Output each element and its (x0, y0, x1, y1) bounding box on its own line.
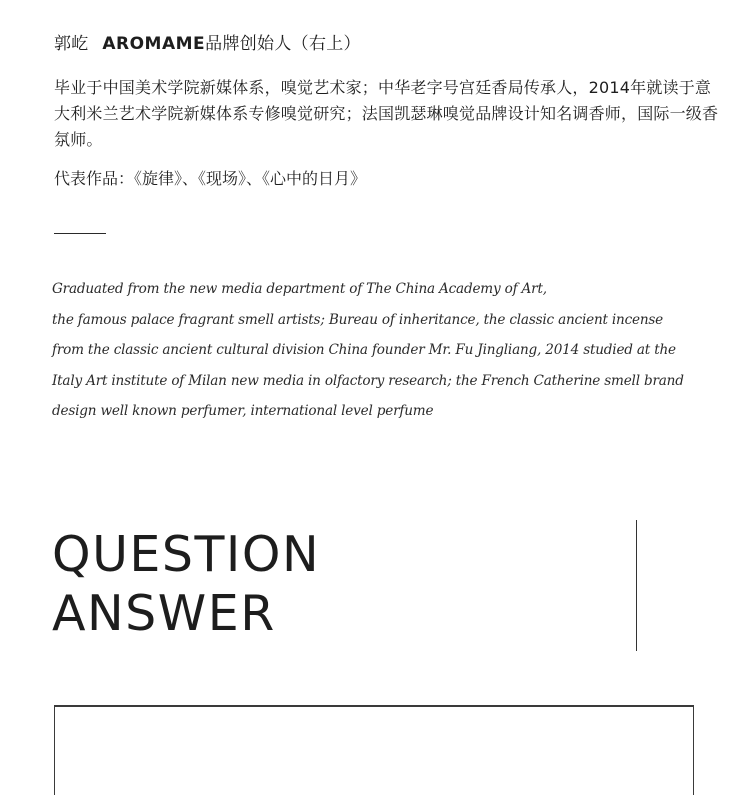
qa-heading-answer: ANSWER (52, 585, 276, 642)
founder-role: 品牌创始人（右上） (205, 34, 361, 54)
representative-works: 代表作品：《旋律》、《现场》、《心中的日月》 (54, 169, 367, 188)
english-biography-line-3: from the classic ancient cultural division China founder Mr. Fu Jingliang, 2014 studied at the (52, 342, 676, 358)
english-biography-line-1: Graduated from the new media department of The China Academy of Art, (52, 281, 547, 297)
english-biography-line-4: Italy Art institute of Milan new media in olfactory research; the French Catherine smell brand (52, 372, 684, 389)
qa-content-frame (54, 705, 694, 795)
english-biography-line-5: design well known perfumer, international level perfume (52, 403, 434, 419)
english-biography-line-2: the famous palace fragrant smell artists; Bureau of inheritance, the classic ancient incense (52, 311, 664, 328)
brand-name: AROMAME (102, 34, 206, 54)
qa-heading-question: QUESTION (52, 526, 321, 583)
section-divider (54, 233, 106, 234)
founder-title (102, 34, 361, 54)
chinese-biography: 毕业于中国美术学院新媒体系，嗅觉艺术家；中华老字号宫廷香局传承人，2014年就读于意大利米兰艺术学院新媒体系专修嗅觉研究；法国凯瑟琳嗅觉品牌设计知名调香师，国际一级香氛师。 (54, 78, 719, 149)
vertical-divider (636, 520, 637, 651)
founder-name-line (54, 32, 361, 56)
founder-name: 郭屹 (54, 34, 89, 54)
qa-heading (52, 525, 320, 643)
english-biography (52, 274, 732, 427)
